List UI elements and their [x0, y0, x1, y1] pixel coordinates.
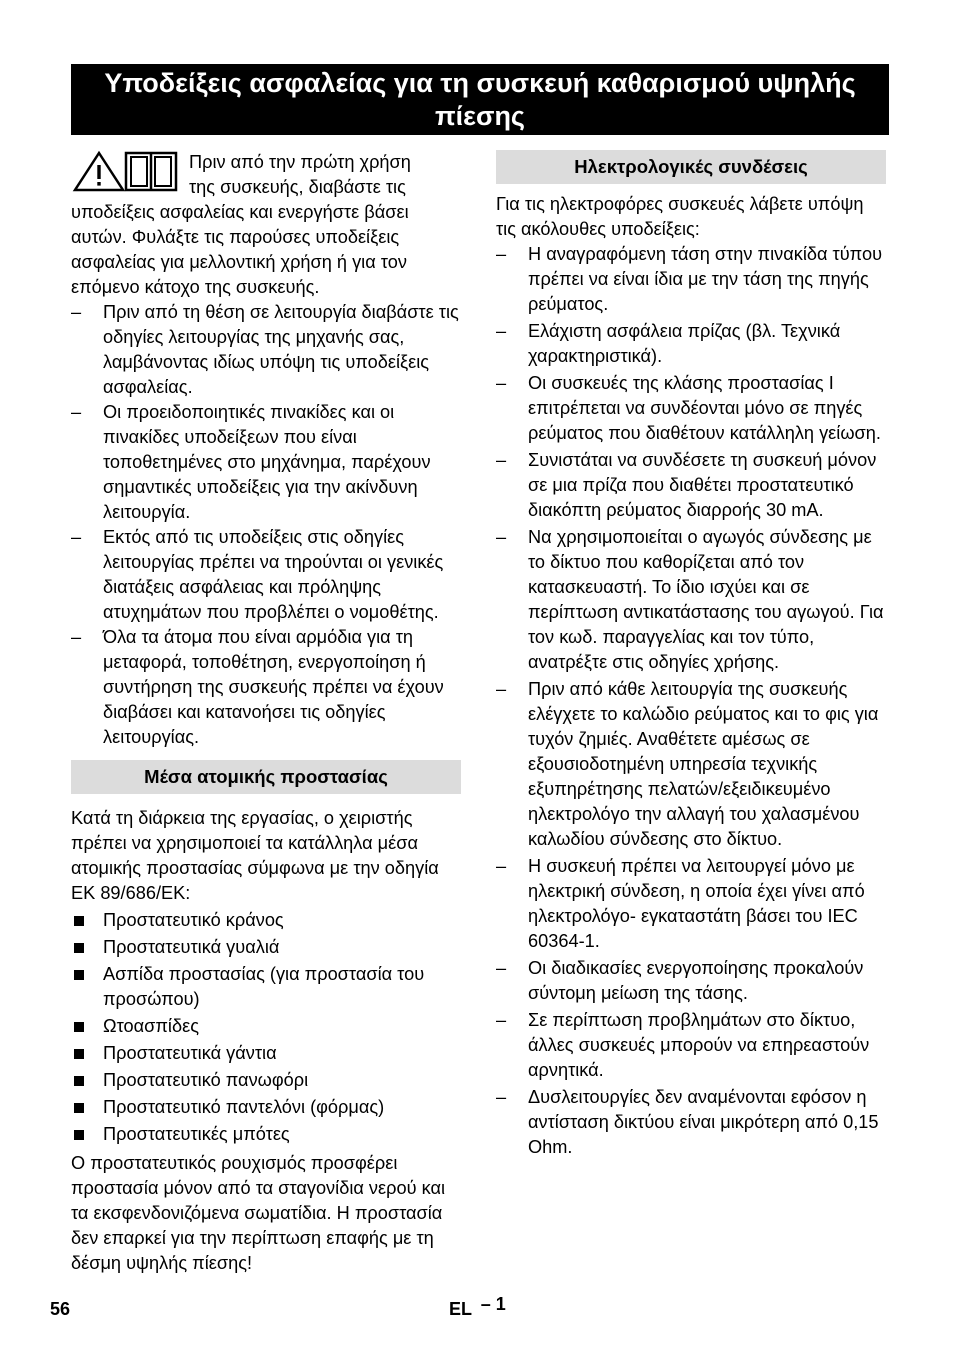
electrical-list: [496, 242, 886, 1160]
list-item: – Οι προειδοποιητικές πινακίδες και οι πινακίδες υποδείξεων που είναι τοποθετημένες στο μηχάνημα, παρέχουν σημαντικές υποδείξεις για την ακίνδυνη λειτουργία.: [71, 400, 461, 525]
list-item: Προστατευτικά γάντια: [71, 1041, 461, 1066]
list-item: Προστατευτικό πανωφόρι: [71, 1068, 461, 1093]
warning-triangle-icon: [71, 150, 181, 192]
safety-list: [71, 300, 461, 750]
page-title-line1: Υποδείξεις ασφαλείας για τη συσκευή καθαρισμού υψηλής: [104, 67, 856, 98]
list-item: – Δυσλειτουργίες δεν αναμένονται εφόσον η αντίσταση δικτύου είναι μικρότερη από 0,15 Ohm.: [496, 1085, 886, 1160]
list-item: – Συνιστάται να συνδέσετε τη συσκευή μόνον σε μια πρίζα που διαθέτει προστατευτικό διακόπτη ρεύματος διαρροής 30 mA.: [496, 448, 886, 523]
page-title: [71, 64, 889, 135]
intro-line1: Πριν από την πρώτη χρήση: [189, 152, 411, 172]
list-item: Προστατευτικά γυαλιά: [71, 935, 461, 960]
footer-language: [449, 1294, 506, 1320]
electrical-heading: Ηλεκτρολογικές συνδέσεις: [496, 150, 886, 184]
language-code: EL: [449, 1299, 472, 1319]
list-item: – Οι συσκευές της κλάσης προστασίας I επιτρέπεται να συνδέονται μόνο σε πηγές ρεύματος που διαθέτουν κατάλληλη γείωση.: [496, 371, 886, 446]
page-title-line2: πίεσης: [434, 100, 525, 131]
open-book-icon: [126, 153, 176, 190]
list-item: – Ελάχιστη ασφάλεια πρίζας (βλ. Τεχνικά χαρακτηριστικά).: [496, 319, 886, 369]
right-column: [496, 150, 886, 1160]
list-item: Ωτοασπίδες: [71, 1014, 461, 1039]
intro-line2: της συσκευής, διαβάστε τις: [189, 177, 406, 197]
safety-icons: [71, 150, 181, 192]
list-item: – Πριν από κάθε λειτουργία της συσκευής ελέγχετε το καλώδιο ρεύματος και το φις για τυχόν ζημιές. Αναθέτετε αμέσως σε εξουσιοδοτημένη υπηρεσία τεχνικής εξυπηρέτησης πελατών/εξειδικευμένο ηλεκτρολόγο την αλλαγή του χαλασμένου καλωδίου σύνδεσης στο δίκτυο.: [496, 677, 886, 852]
section-page: – 1: [480, 1294, 506, 1314]
list-item: Ασπίδα προστασίας (για προστασία του προσώπου): [71, 962, 461, 1012]
ppe-heading: Μέσα ατομικής προστασίας: [71, 760, 461, 794]
list-item: – Πριν από τη θέση σε λειτουργία διαβάστε τις οδηγίες λειτουργίας της μηχανής σας, λαμβάνοντας ιδίως υπόψη τις υποδείξεις ασφαλείας.: [71, 300, 461, 400]
electrical-intro: Για τις ηλεκτροφόρες συσκευές λάβετε υπόψη τις ακόλουθες υποδείξεις:: [496, 194, 864, 239]
page-number: 56: [50, 1299, 71, 1319]
ppe-intro: Κατά τη διάρκεια της εργασίας, ο χειριστής πρέπει να χρησιμοποιεί τα κατάλληλα μέσα ατομικής προστασίας σύμφωνα με την οδηγία ΕΚ 89/686/ΕΚ:: [71, 808, 439, 903]
intro-paragraph: υποδείξεις ασφαλείας και ενεργήστε βάσει αυτών. Φυλάξτε τις παρούσες υποδείξεις ασφαλείας για μελλοντική χρήση ή για τον επόμενο κάτοχο της συσκευής.: [71, 202, 409, 297]
intro-block: [71, 150, 461, 300]
list-item: Προστατευτικό κράνος: [71, 908, 461, 933]
list-item: – Όλα τα άτομα που είναι αρμόδια για τη μεταφορά, τοποθέτηση, ενεργοποίηση ή συντήρηση της συσκευής πρέπει να έχουν διαβάσει και κατανοήσει τις οδηγίες λειτουργίας.: [71, 625, 461, 750]
list-item: Προστατευτικό παντελόνι (φόρμας): [71, 1095, 461, 1120]
list-item: – Η αναγραφόμενη τάση στην πινακίδα τύπου πρέπει να είναι ίδια με την τάση της πηγής ρεύματος.: [496, 242, 886, 317]
list-item: – Να χρησιμοποιείται ο αγωγός σύνδεσης με το δίκτυο που καθορίζεται από τον κατασκευαστή. Το ίδιο ισχύει και σε περίπτωση αντικατάστασης του αγωγού. Για τον κωδ. παραγγελίας και τον τύπο, ανατρέξτε στις οδηγίες χρήσης.: [496, 525, 886, 675]
list-item: – Εκτός από τις υποδείξεις στις οδηγίες λειτουργίας πρέπει να τηρούνται οι γενικές διατάξεις ασφάλειας και πρόληψης ατυχημάτων που προβλέπει ο νομοθέτης.: [71, 525, 461, 625]
list-item: – Η συσκευή πρέπει να λειτουργεί μόνο με ηλεκτρική σύνδεση, η οποία έχει γίνει από ηλεκτρολόγο- εγκαταστάτη βάσει του IEC 60364-1.: [496, 854, 886, 954]
left-column: [71, 150, 461, 1276]
list-item: – Σε περίπτωση προβλημάτων στο δίκτυο, άλλες συσκευές μπορούν να επηρεαστούν αρνητικά.: [496, 1008, 886, 1083]
ppe-list: [71, 908, 461, 1147]
list-item: Προστατευτικές μπότες: [71, 1122, 461, 1147]
ppe-outro: Ο προστατευτικός ρουχισμός προσφέρει προστασία μόνον από τα σταγονίδια νερού και τα εκσφενδονιζόμενα σωματίδια. Η προστασία δεν επαρκεί για την περίπτωση επαφής με τη δέσμη υψηλής πίεσης!: [71, 1153, 446, 1273]
list-item: – Οι διαδικασίες ενεργοποίησης προκαλούν σύντομη μείωση της τάσης.: [496, 956, 886, 1006]
